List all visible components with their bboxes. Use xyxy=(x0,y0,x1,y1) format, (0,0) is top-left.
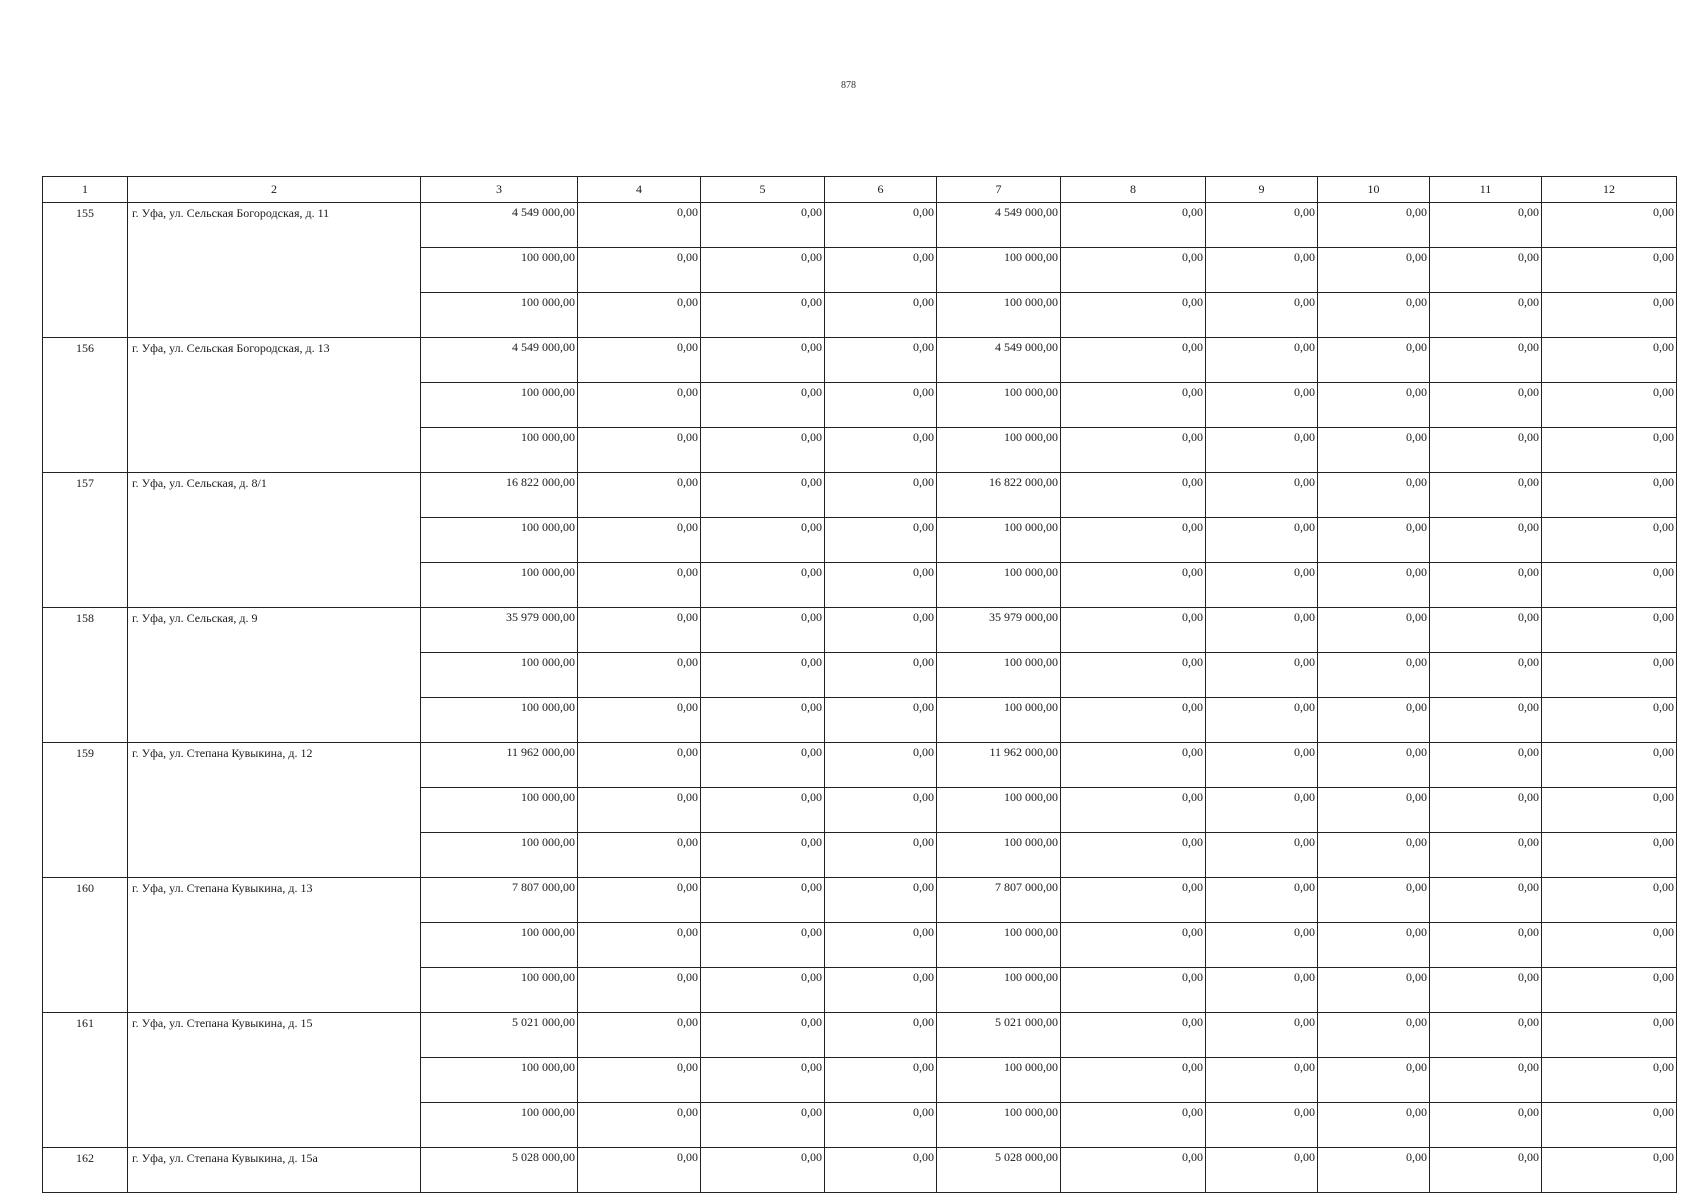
cell-col-11: 0,00 xyxy=(1430,968,1542,1013)
cell-col-9: 0,00 xyxy=(1206,698,1318,743)
cell-col-5: 0,00 xyxy=(701,1013,825,1058)
cell-col-3: 4 549 000,00 xyxy=(421,203,578,248)
cell-col-8: 0,00 xyxy=(1061,428,1206,473)
record-number: 161 xyxy=(43,1013,128,1148)
cell-col-3: 100 000,00 xyxy=(421,428,578,473)
cell-col-7: 4 549 000,00 xyxy=(937,338,1061,383)
cell-col-4: 0,00 xyxy=(578,338,701,383)
cell-col-10: 0,00 xyxy=(1318,878,1430,923)
cell-col-4: 0,00 xyxy=(578,788,701,833)
cell-col-10: 0,00 xyxy=(1318,428,1430,473)
cell-col-4: 0,00 xyxy=(578,1103,701,1148)
cell-col-11: 0,00 xyxy=(1430,608,1542,653)
cell-col-10: 0,00 xyxy=(1318,338,1430,383)
cell-col-11: 0,00 xyxy=(1430,473,1542,518)
cell-col-7: 100 000,00 xyxy=(937,833,1061,878)
cell-col-12: 0,00 xyxy=(1542,968,1677,1013)
cell-col-10: 0,00 xyxy=(1318,563,1430,608)
cell-col-3: 35 979 000,00 xyxy=(421,608,578,653)
cell-col-11: 0,00 xyxy=(1430,203,1542,248)
cell-col-11: 0,00 xyxy=(1430,1013,1542,1058)
cell-col-7: 100 000,00 xyxy=(937,1058,1061,1103)
cell-col-11: 0,00 xyxy=(1430,293,1542,338)
cell-col-7: 4 549 000,00 xyxy=(937,203,1061,248)
cell-col-6: 0,00 xyxy=(825,653,937,698)
record-number: 155 xyxy=(43,203,128,338)
cell-col-3: 5 028 000,00 xyxy=(421,1148,578,1193)
cell-col-4: 0,00 xyxy=(578,383,701,428)
cell-col-8: 0,00 xyxy=(1061,698,1206,743)
cell-col-9: 0,00 xyxy=(1206,1058,1318,1103)
cell-col-6: 0,00 xyxy=(825,833,937,878)
cell-col-5: 0,00 xyxy=(701,338,825,383)
cell-col-11: 0,00 xyxy=(1430,1148,1542,1193)
column-header-12: 12 xyxy=(1542,177,1677,203)
cell-col-11: 0,00 xyxy=(1430,383,1542,428)
cell-col-11: 0,00 xyxy=(1430,248,1542,293)
cell-col-5: 0,00 xyxy=(701,878,825,923)
cell-col-4: 0,00 xyxy=(578,203,701,248)
cell-col-4: 0,00 xyxy=(578,1148,701,1193)
cell-col-9: 0,00 xyxy=(1206,293,1318,338)
cell-col-12: 0,00 xyxy=(1542,833,1677,878)
cell-col-8: 0,00 xyxy=(1061,338,1206,383)
cell-col-12: 0,00 xyxy=(1542,1148,1677,1193)
column-header-3: 3 xyxy=(421,177,578,203)
cell-col-7: 16 822 000,00 xyxy=(937,473,1061,518)
cell-col-8: 0,00 xyxy=(1061,788,1206,833)
column-header-10: 10 xyxy=(1318,177,1430,203)
cell-col-10: 0,00 xyxy=(1318,1148,1430,1193)
table-row xyxy=(43,743,1677,788)
cell-col-8: 0,00 xyxy=(1061,968,1206,1013)
header-row xyxy=(43,177,1677,203)
cell-col-5: 0,00 xyxy=(701,653,825,698)
cell-col-9: 0,00 xyxy=(1206,203,1318,248)
cell-col-3: 100 000,00 xyxy=(421,563,578,608)
cell-col-6: 0,00 xyxy=(825,698,937,743)
cell-col-6: 0,00 xyxy=(825,1103,937,1148)
cell-col-8: 0,00 xyxy=(1061,1058,1206,1103)
cell-col-10: 0,00 xyxy=(1318,743,1430,788)
cell-col-12: 0,00 xyxy=(1542,698,1677,743)
cell-col-7: 100 000,00 xyxy=(937,653,1061,698)
cell-col-4: 0,00 xyxy=(578,878,701,923)
cell-col-5: 0,00 xyxy=(701,743,825,788)
cell-col-8: 0,00 xyxy=(1061,878,1206,923)
cell-col-5: 0,00 xyxy=(701,473,825,518)
cell-col-4: 0,00 xyxy=(578,698,701,743)
cell-col-12: 0,00 xyxy=(1542,743,1677,788)
cell-col-4: 0,00 xyxy=(578,428,701,473)
cell-col-8: 0,00 xyxy=(1061,248,1206,293)
cell-col-4: 0,00 xyxy=(578,518,701,563)
cell-col-12: 0,00 xyxy=(1542,428,1677,473)
cell-col-9: 0,00 xyxy=(1206,743,1318,788)
cell-col-3: 100 000,00 xyxy=(421,1058,578,1103)
column-header-7: 7 xyxy=(937,177,1061,203)
cell-col-8: 0,00 xyxy=(1061,1103,1206,1148)
cell-col-10: 0,00 xyxy=(1318,1058,1430,1103)
cell-col-6: 0,00 xyxy=(825,923,937,968)
cell-col-6: 0,00 xyxy=(825,1013,937,1058)
cell-col-12: 0,00 xyxy=(1542,338,1677,383)
cell-col-7: 100 000,00 xyxy=(937,968,1061,1013)
cell-col-8: 0,00 xyxy=(1061,833,1206,878)
cell-col-4: 0,00 xyxy=(578,653,701,698)
cell-col-10: 0,00 xyxy=(1318,518,1430,563)
cell-col-7: 100 000,00 xyxy=(937,518,1061,563)
record-number: 159 xyxy=(43,743,128,878)
cell-col-8: 0,00 xyxy=(1061,518,1206,563)
cell-col-6: 0,00 xyxy=(825,383,937,428)
cell-col-12: 0,00 xyxy=(1542,203,1677,248)
record-number: 158 xyxy=(43,608,128,743)
record-address: г. Уфа, ул. Сельская, д. 8/1 xyxy=(128,473,421,608)
cell-col-4: 0,00 xyxy=(578,473,701,518)
column-header-5: 5 xyxy=(701,177,825,203)
cell-col-3: 100 000,00 xyxy=(421,383,578,428)
cell-col-7: 100 000,00 xyxy=(937,923,1061,968)
cell-col-10: 0,00 xyxy=(1318,383,1430,428)
cell-col-5: 0,00 xyxy=(701,923,825,968)
cell-col-5: 0,00 xyxy=(701,1148,825,1193)
cell-col-11: 0,00 xyxy=(1430,1058,1542,1103)
cell-col-3: 100 000,00 xyxy=(421,293,578,338)
table-row xyxy=(43,338,1677,383)
cell-col-5: 0,00 xyxy=(701,383,825,428)
cell-col-3: 100 000,00 xyxy=(421,653,578,698)
cell-col-8: 0,00 xyxy=(1061,203,1206,248)
cell-col-10: 0,00 xyxy=(1318,473,1430,518)
cell-col-10: 0,00 xyxy=(1318,1013,1430,1058)
cell-col-11: 0,00 xyxy=(1430,338,1542,383)
cell-col-4: 0,00 xyxy=(578,1058,701,1103)
cell-col-5: 0,00 xyxy=(701,293,825,338)
data-table xyxy=(42,176,1677,1193)
cell-col-3: 100 000,00 xyxy=(421,788,578,833)
cell-col-10: 0,00 xyxy=(1318,1103,1430,1148)
cell-col-9: 0,00 xyxy=(1206,473,1318,518)
cell-col-9: 0,00 xyxy=(1206,833,1318,878)
cell-col-12: 0,00 xyxy=(1542,383,1677,428)
cell-col-9: 0,00 xyxy=(1206,338,1318,383)
cell-col-5: 0,00 xyxy=(701,608,825,653)
cell-col-5: 0,00 xyxy=(701,698,825,743)
cell-col-10: 0,00 xyxy=(1318,653,1430,698)
cell-col-9: 0,00 xyxy=(1206,428,1318,473)
cell-col-5: 0,00 xyxy=(701,203,825,248)
cell-col-3: 100 000,00 xyxy=(421,833,578,878)
cell-col-9: 0,00 xyxy=(1206,383,1318,428)
cell-col-4: 0,00 xyxy=(578,608,701,653)
cell-col-7: 35 979 000,00 xyxy=(937,608,1061,653)
cell-col-11: 0,00 xyxy=(1430,788,1542,833)
cell-col-8: 0,00 xyxy=(1061,923,1206,968)
cell-col-6: 0,00 xyxy=(825,1148,937,1193)
cell-col-5: 0,00 xyxy=(701,788,825,833)
record-number: 156 xyxy=(43,338,128,473)
cell-col-11: 0,00 xyxy=(1430,563,1542,608)
table-row xyxy=(43,473,1677,518)
cell-col-6: 0,00 xyxy=(825,968,937,1013)
cell-col-5: 0,00 xyxy=(701,428,825,473)
cell-col-9: 0,00 xyxy=(1206,878,1318,923)
cell-col-3: 16 822 000,00 xyxy=(421,473,578,518)
record-address: г. Уфа, ул. Степана Кувыкина, д. 12 xyxy=(128,743,421,878)
page-number: 878 xyxy=(841,80,856,91)
cell-col-10: 0,00 xyxy=(1318,248,1430,293)
table-row xyxy=(43,878,1677,923)
cell-col-7: 11 962 000,00 xyxy=(937,743,1061,788)
cell-col-7: 100 000,00 xyxy=(937,428,1061,473)
column-header-4: 4 xyxy=(578,177,701,203)
cell-col-12: 0,00 xyxy=(1542,1013,1677,1058)
cell-col-3: 7 807 000,00 xyxy=(421,878,578,923)
cell-col-3: 100 000,00 xyxy=(421,968,578,1013)
cell-col-9: 0,00 xyxy=(1206,788,1318,833)
cell-col-8: 0,00 xyxy=(1061,743,1206,788)
cell-col-4: 0,00 xyxy=(578,563,701,608)
cell-col-12: 0,00 xyxy=(1542,878,1677,923)
cell-col-12: 0,00 xyxy=(1542,653,1677,698)
record-address: г. Уфа, ул. Сельская, д. 9 xyxy=(128,608,421,743)
table-row xyxy=(43,203,1677,248)
cell-col-8: 0,00 xyxy=(1061,653,1206,698)
cell-col-9: 0,00 xyxy=(1206,653,1318,698)
cell-col-3: 5 021 000,00 xyxy=(421,1013,578,1058)
cell-col-10: 0,00 xyxy=(1318,698,1430,743)
cell-col-9: 0,00 xyxy=(1206,923,1318,968)
column-header-11: 11 xyxy=(1430,177,1542,203)
cell-col-4: 0,00 xyxy=(578,833,701,878)
cell-col-9: 0,00 xyxy=(1206,518,1318,563)
cell-col-3: 100 000,00 xyxy=(421,698,578,743)
cell-col-12: 0,00 xyxy=(1542,248,1677,293)
cell-col-5: 0,00 xyxy=(701,1103,825,1148)
cell-col-6: 0,00 xyxy=(825,338,937,383)
cell-col-10: 0,00 xyxy=(1318,788,1430,833)
column-header-2: 2 xyxy=(128,177,421,203)
cell-col-9: 0,00 xyxy=(1206,1148,1318,1193)
cell-col-7: 100 000,00 xyxy=(937,1103,1061,1148)
cell-col-9: 0,00 xyxy=(1206,1103,1318,1148)
record-number: 157 xyxy=(43,473,128,608)
cell-col-6: 0,00 xyxy=(825,248,937,293)
cell-col-10: 0,00 xyxy=(1318,923,1430,968)
cell-col-6: 0,00 xyxy=(825,563,937,608)
cell-col-3: 100 000,00 xyxy=(421,1103,578,1148)
cell-col-3: 11 962 000,00 xyxy=(421,743,578,788)
cell-col-7: 5 028 000,00 xyxy=(937,1148,1061,1193)
table-row xyxy=(43,608,1677,653)
cell-col-6: 0,00 xyxy=(825,788,937,833)
cell-col-5: 0,00 xyxy=(701,248,825,293)
cell-col-8: 0,00 xyxy=(1061,608,1206,653)
record-address: г. Уфа, ул. Сельская Богородская, д. 11 xyxy=(128,203,421,338)
cell-col-8: 0,00 xyxy=(1061,563,1206,608)
cell-col-7: 5 021 000,00 xyxy=(937,1013,1061,1058)
cell-col-12: 0,00 xyxy=(1542,1058,1677,1103)
cell-col-6: 0,00 xyxy=(825,608,937,653)
cell-col-7: 100 000,00 xyxy=(937,698,1061,743)
cell-col-6: 0,00 xyxy=(825,878,937,923)
cell-col-5: 0,00 xyxy=(701,563,825,608)
table-header xyxy=(43,177,1677,203)
table-body xyxy=(43,203,1677,1193)
column-header-9: 9 xyxy=(1206,177,1318,203)
cell-col-10: 0,00 xyxy=(1318,203,1430,248)
record-address: г. Уфа, ул. Степана Кувыкина, д. 15 xyxy=(128,1013,421,1148)
cell-col-3: 100 000,00 xyxy=(421,518,578,563)
table-row xyxy=(43,1013,1677,1058)
cell-col-7: 100 000,00 xyxy=(937,383,1061,428)
cell-col-5: 0,00 xyxy=(701,518,825,563)
cell-col-4: 0,00 xyxy=(578,923,701,968)
record-number: 160 xyxy=(43,878,128,1013)
cell-col-12: 0,00 xyxy=(1542,608,1677,653)
cell-col-11: 0,00 xyxy=(1430,878,1542,923)
cell-col-11: 0,00 xyxy=(1430,428,1542,473)
cell-col-11: 0,00 xyxy=(1430,698,1542,743)
record-number: 162 xyxy=(43,1148,128,1193)
cell-col-12: 0,00 xyxy=(1542,473,1677,518)
cell-col-11: 0,00 xyxy=(1430,923,1542,968)
cell-col-12: 0,00 xyxy=(1542,293,1677,338)
cell-col-10: 0,00 xyxy=(1318,608,1430,653)
cell-col-10: 0,00 xyxy=(1318,833,1430,878)
cell-col-9: 0,00 xyxy=(1206,1013,1318,1058)
cell-col-11: 0,00 xyxy=(1430,833,1542,878)
cell-col-10: 0,00 xyxy=(1318,968,1430,1013)
cell-col-3: 100 000,00 xyxy=(421,923,578,968)
cell-col-8: 0,00 xyxy=(1061,1148,1206,1193)
cell-col-3: 4 549 000,00 xyxy=(421,338,578,383)
record-address: г. Уфа, ул. Степана Кувыкина, д. 15а xyxy=(128,1148,421,1193)
record-address: г. Уфа, ул. Сельская Богородская, д. 13 xyxy=(128,338,421,473)
cell-col-11: 0,00 xyxy=(1430,1103,1542,1148)
cell-col-11: 0,00 xyxy=(1430,743,1542,788)
cell-col-12: 0,00 xyxy=(1542,518,1677,563)
cell-col-11: 0,00 xyxy=(1430,518,1542,563)
cell-col-4: 0,00 xyxy=(578,248,701,293)
cell-col-4: 0,00 xyxy=(578,1013,701,1058)
cell-col-12: 0,00 xyxy=(1542,788,1677,833)
cell-col-6: 0,00 xyxy=(825,203,937,248)
column-header-8: 8 xyxy=(1061,177,1206,203)
column-header-1: 1 xyxy=(43,177,128,203)
cell-col-9: 0,00 xyxy=(1206,608,1318,653)
cell-col-6: 0,00 xyxy=(825,293,937,338)
cell-col-5: 0,00 xyxy=(701,968,825,1013)
cell-col-4: 0,00 xyxy=(578,743,701,788)
cell-col-7: 100 000,00 xyxy=(937,293,1061,338)
cell-col-9: 0,00 xyxy=(1206,248,1318,293)
cell-col-7: 100 000,00 xyxy=(937,788,1061,833)
cell-col-3: 100 000,00 xyxy=(421,248,578,293)
cell-col-6: 0,00 xyxy=(825,518,937,563)
cell-col-10: 0,00 xyxy=(1318,293,1430,338)
cell-col-6: 0,00 xyxy=(825,743,937,788)
cell-col-12: 0,00 xyxy=(1542,923,1677,968)
cell-col-7: 100 000,00 xyxy=(937,248,1061,293)
cell-col-12: 0,00 xyxy=(1542,563,1677,608)
cell-col-4: 0,00 xyxy=(578,293,701,338)
record-address: г. Уфа, ул. Степана Кувыкина, д. 13 xyxy=(128,878,421,1013)
column-header-6: 6 xyxy=(825,177,937,203)
cell-col-11: 0,00 xyxy=(1430,653,1542,698)
cell-col-9: 0,00 xyxy=(1206,563,1318,608)
cell-col-12: 0,00 xyxy=(1542,1103,1677,1148)
cell-col-6: 0,00 xyxy=(825,473,937,518)
table-row xyxy=(43,1148,1677,1193)
cell-col-8: 0,00 xyxy=(1061,293,1206,338)
cell-col-8: 0,00 xyxy=(1061,1013,1206,1058)
cell-col-4: 0,00 xyxy=(578,968,701,1013)
cell-col-5: 0,00 xyxy=(701,833,825,878)
cell-col-9: 0,00 xyxy=(1206,968,1318,1013)
cell-col-8: 0,00 xyxy=(1061,383,1206,428)
cell-col-8: 0,00 xyxy=(1061,473,1206,518)
cell-col-7: 100 000,00 xyxy=(937,563,1061,608)
cell-col-6: 0,00 xyxy=(825,428,937,473)
cell-col-7: 7 807 000,00 xyxy=(937,878,1061,923)
cell-col-5: 0,00 xyxy=(701,1058,825,1103)
cell-col-6: 0,00 xyxy=(825,1058,937,1103)
